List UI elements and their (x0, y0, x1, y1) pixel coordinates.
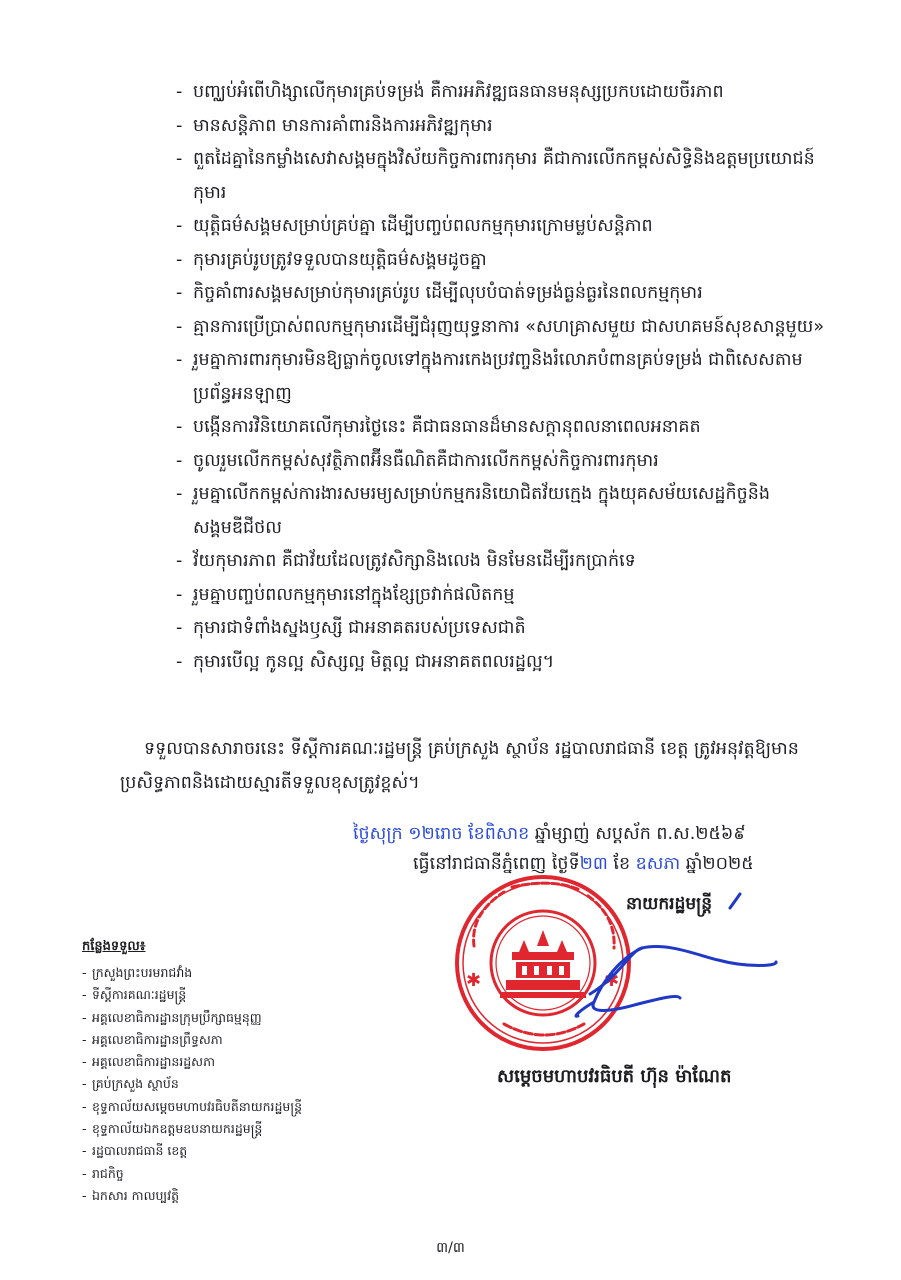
slogan-item (176, 311, 836, 345)
slogan-text: រួមគ្នាបញ្ចប់ពលកម្មកុមារនៅក្នុងខ្សែច្រវាក់ផលិតកម្ម (193, 584, 515, 605)
solar-date-prefix: ធ្វើនៅរាជធានីភ្នំពេញ ថ្ងៃទី (413, 854, 580, 874)
slogan-text: កុមារបើល្អ កូនល្អ សិស្សល្អ មិត្តល្អ ជាអនាគតពលរដ្ឋល្អ។ (193, 651, 555, 672)
bullet-dash: - (176, 249, 183, 270)
bullet-dash: - (176, 216, 183, 236)
slogan-text: បង្កើនការវិនិយោគលើកុមារថ្ងៃនេះ គឺជាធនធានដ៏មានសក្តានុពលនាពេលអនាគត (193, 417, 701, 437)
recipient-item: - ខុទ្ទកាល័យឯកឧត្តមឧបនាយករដ្ឋមន្ត្រី (82, 1121, 263, 1137)
slogan-text: គ្មានការប្រើប្រាស់ពលកម្មកុមារដើម្បីជំរុញយុទ្ធនាការ «សហគ្រាសមួយ ជាសហគមន៍សុខសាន្តមួយ» (193, 316, 825, 337)
lunar-year: ឆ្នាំម្សាញ់ សប្តស័ក ព.ស.២៥៦៩ (534, 824, 746, 844)
recipient-text: ក្រសួងព្រះបរមរាជវាំង (92, 965, 193, 980)
slogan-item (176, 110, 836, 144)
slogan-item (176, 445, 836, 479)
slogan-text: កុមារគ្រប់រូបត្រូវទទួលបានយុត្តិធម៌សង្គមដូចគ្នា (193, 249, 487, 270)
slogan-item (176, 277, 836, 311)
lunar-weekday: ថ្ងៃសុក្រ (353, 824, 403, 844)
lunar-date-line (353, 819, 843, 849)
bullet-dash: - (176, 484, 183, 504)
slogan-text: រួមគ្នាលើកកម្ពស់ការងារសមរម្យសម្រាប់កម្មករនិយោជិតវ័យក្មេង ក្នុងយុគសម័យសេដ្ឋកិច្ចនិងសង្គមឌីជីថល (193, 484, 770, 538)
recipient-item: - ទីស្តីការគណៈរដ្ឋមន្ត្រី (82, 987, 187, 1003)
lunar-month: ខែពិសាខ (468, 824, 530, 844)
bullet-dash: - (176, 551, 183, 571)
recipient-item: - អគ្គលេខាធិការដ្ឋានក្រុមប្រឹក្សាធម្មនុញ្ញ (82, 1009, 262, 1025)
slogan-text: ពួតដៃគ្នានៃកម្លាំងសេវាសង្គមក្នុងវិស័យកិច្ចការពារកុមារ គឺជាការលើកកម្ពស់សិទ្ធិនិងឧត្តមប្រយោជន៍កុមារ (193, 149, 815, 203)
slogan-text: កិច្ចគាំពារសង្គមសម្រាប់កុមារគ្រប់រូប ដើម្បីលុបបំបាត់ទម្រង់ធ្ងន់ធ្ងរនៃពលកម្មកុមារ (193, 283, 703, 303)
slogan-text: មានសន្តិភាព មានការគាំពារនិងការអភិវឌ្ឍកុមារ (193, 115, 493, 136)
prime-minister-title: នាយករដ្ឋមន្ត្រី (626, 894, 712, 914)
slogan-item (176, 478, 836, 545)
solar-month-prefix: ខែ (613, 854, 631, 874)
slogan-list (176, 76, 836, 679)
slogan-item (176, 210, 836, 244)
slogan-item (176, 143, 836, 210)
slogan-item (176, 612, 836, 646)
slogan-text: បញ្ឈប់អំពើហិង្សាលើកុមារគ្រប់ទម្រង់ គឺការអភិវឌ្ឍធនធានមនុស្សប្រកបដោយចីរភាព (193, 82, 724, 102)
recipient-item: - ក្រសួងព្រះបរមរាជវាំង (82, 965, 193, 980)
bullet-dash: - (176, 283, 183, 303)
recipient-text: រដ្ឋបាលរាជធានី ខេត្ត (92, 1143, 188, 1159)
recipient-text: រាជកិច្ច (92, 1165, 124, 1181)
slogan-text: ចូលរួមលើកកម្ពស់សុវត្ថិភាពអ៊ីនធឺណិតគឺជាការលើកកម្ពស់កិច្ចការពារកុមារ (193, 450, 659, 471)
recipient-text: ទីស្តីការគណៈរដ្ឋមន្ត្រី (92, 987, 187, 1003)
recipients-list (82, 962, 302, 1207)
recipient-item: - គ្រប់ក្រសួង ស្ថាប័ន (82, 1076, 179, 1092)
bullet-dash: - (176, 618, 183, 638)
bullet-dash: - (176, 316, 183, 337)
bullet-dash: - (176, 350, 183, 370)
bullet-dash: - (176, 584, 183, 605)
signatory-name: សម្តេចមហាបវរធិបតី ហ៊ុន ម៉ាណែត (497, 1066, 732, 1087)
bullet-dash: - (176, 651, 183, 672)
bullet-dash: - (176, 115, 183, 136)
slogan-text: វ័យកុមារភាព គឺជាវ័យដែលត្រូវសិក្សានិងលេង មិនមែនដើម្បីរកប្រាក់ទេ (193, 551, 636, 571)
slogan-item (176, 545, 836, 579)
bullet-dash: - (176, 82, 183, 102)
recipient-text: អគ្គលេខាធិការដ្ឋានរដ្ឋសភា (92, 1054, 215, 1070)
recipient-item: - រដ្ឋបាលរាជធានី ខេត្ត (82, 1143, 188, 1159)
slogan-text: កុមារជាទំពាំងស្នងឫស្សី ជាអនាគតរបស់ប្រទេសជាតិ (193, 618, 526, 638)
closing-paragraph: ទទួលបានសារាចរនេះ ទីស្តីការគណៈរដ្ឋមន្ត្រី គ្រប់ក្រសួង ស្ថាប័ន រដ្ឋបាលរាជធានី ខេត្ត ត្រូវអនុវត្តឱ្យមានប្រសិទ្ធភាពនិងដោយស្មារតីទទួលខុសត្រូវខ្ពស់។ (120, 739, 799, 793)
slogan-item (176, 579, 836, 613)
slogan-item (176, 646, 836, 680)
recipient-text: ខុទ្ទកាល័យឯកឧត្តមឧបនាយករដ្ឋមន្ត្រី (92, 1121, 263, 1137)
recipient-item: - អគ្គលេខាធិការដ្ឋានរដ្ឋសភា (82, 1054, 215, 1070)
recipient-text: ខុទ្ទកាល័យសម្តេចមហាបវរធិបតីនាយករដ្ឋមន្ត្រី (92, 1098, 303, 1114)
recipient-text: គ្រប់ក្រសួង ស្ថាប័ន (92, 1076, 179, 1092)
svg-text:✱: ✱ (466, 970, 482, 991)
page-number: ៣/៣ (436, 1240, 465, 1256)
bullet-dash: - (176, 450, 183, 471)
solar-year: ឆ្នាំ២០២៥ (685, 854, 754, 874)
solar-month: ឧសភា (635, 854, 681, 874)
slogan-text: រួមគ្នាការពារកុមារមិនឱ្យធ្លាក់ចូលទៅក្នុងការកេងប្រវញ្ចនិងរំលោភបំពានគ្រប់ទម្រង់ ជាពិសេសតាមប្រព័ន្ធអនឡាញ (193, 350, 803, 404)
recipient-text: អគ្គលេខាធិការដ្ឋានព្រឹទ្ធសភា (92, 1031, 223, 1047)
slogan-item (176, 411, 836, 445)
bullet-dash: - (176, 149, 183, 169)
slogan-item (176, 76, 836, 110)
slogan-text: យុត្តិធម៌សង្គមសម្រាប់គ្រប់គ្នា ដើម្បីបញ្ចប់ពលកម្មកុមារក្រោមម្លប់សន្តិភាព (193, 216, 653, 236)
recipient-item: - អគ្គលេខាធិការដ្ឋានព្រឹទ្ធសភា (82, 1031, 223, 1047)
slogan-item (176, 244, 836, 278)
slogan-item (176, 344, 836, 411)
recipients-heading: កន្លែងទទួល៖ (82, 939, 146, 954)
recipient-item: - ខុទ្ទកាល័យសម្តេចមហាបវរធិបតីនាយករដ្ឋមន្ត្រី (82, 1098, 303, 1114)
bullet-dash: - (176, 417, 183, 437)
recipient-item: - ឯកសារ កាលប្បវត្តិ (82, 1187, 180, 1203)
recipient-item: - រាជកិច្ច (82, 1165, 124, 1181)
lunar-day: ១២រោច (408, 824, 463, 844)
recipient-text: ឯកសារ កាលប្បវត្តិ (92, 1187, 180, 1203)
solar-day: ២៣ (579, 854, 608, 874)
svg-text:✱: ✱ (604, 970, 620, 991)
recipient-text: អគ្គលេខាធិការដ្ឋានក្រុមប្រឹក្សាធម្មនុញ្ញ (92, 1009, 262, 1025)
